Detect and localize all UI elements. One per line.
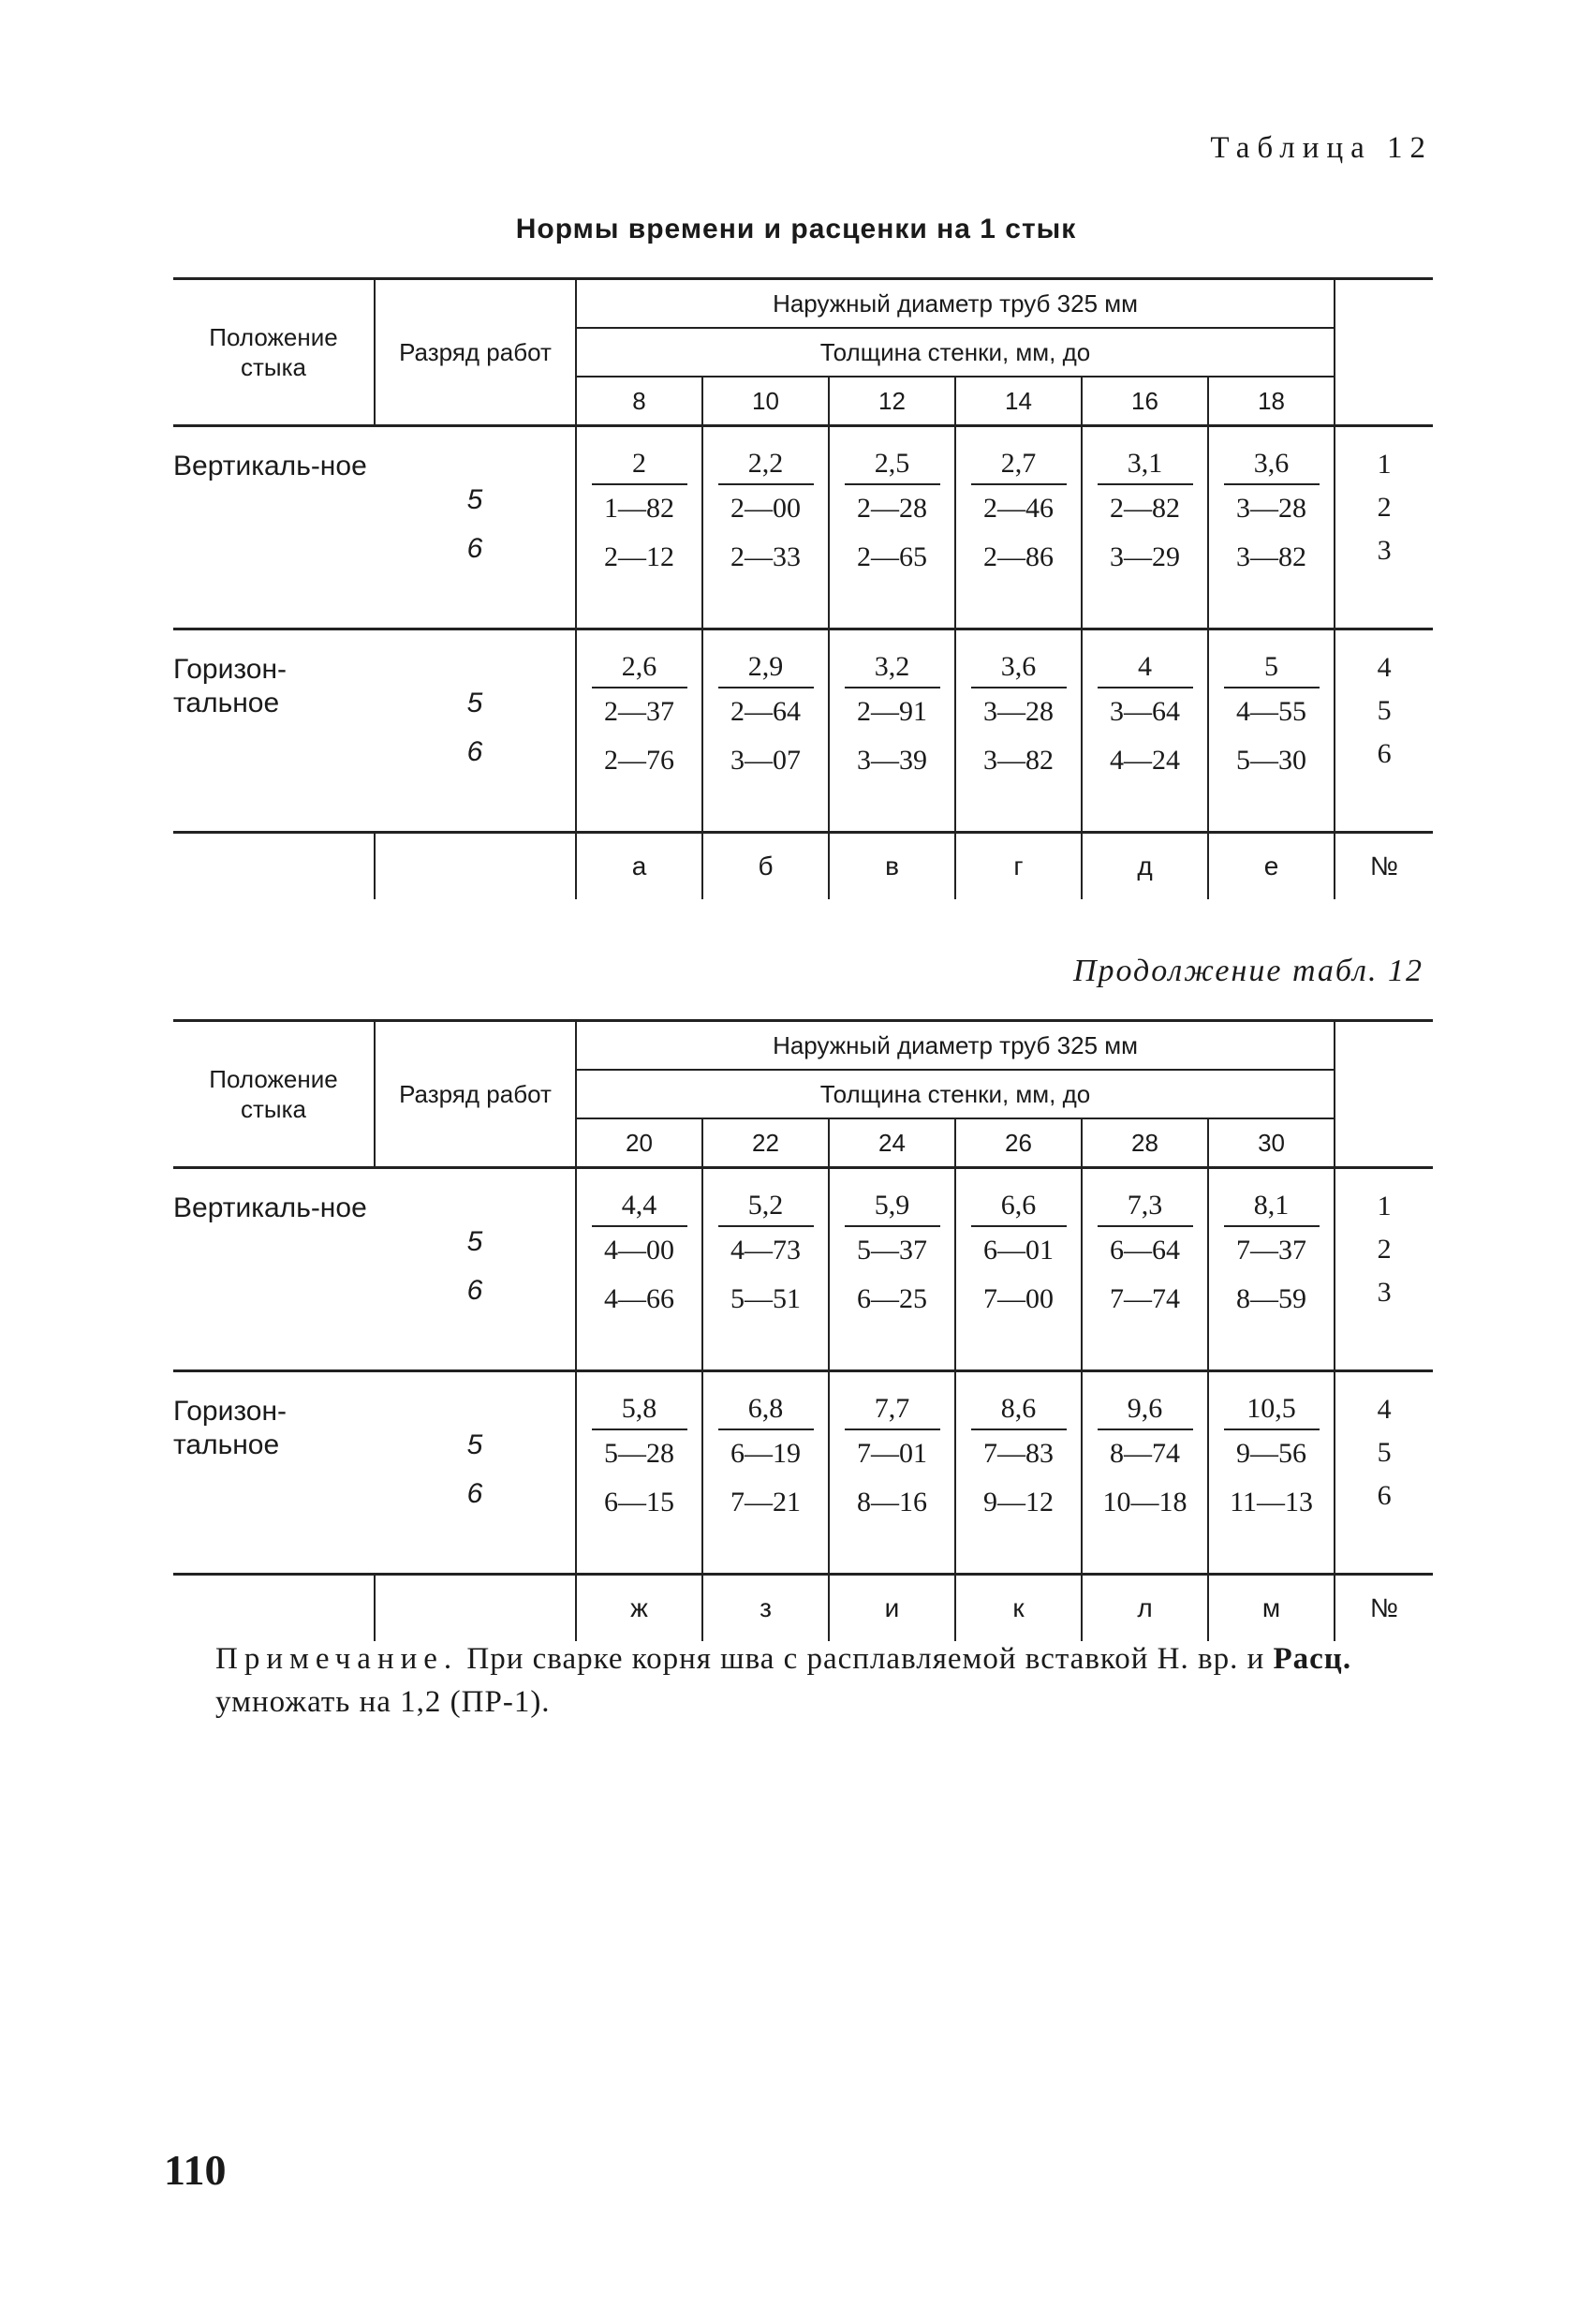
- position-name: Горизон-тальное: [173, 1396, 288, 1460]
- thickness-value: 30: [1258, 1128, 1285, 1157]
- thickness-value: 26: [1005, 1128, 1032, 1157]
- header-row-1: [173, 279, 1433, 329]
- time-norm: 4: [1098, 651, 1193, 688]
- rate-rank-5: 9—56: [1236, 1438, 1307, 1469]
- row-number: 5: [1377, 695, 1392, 726]
- table-grid: [173, 1019, 1433, 1641]
- position-header: Положение стыка: [209, 1065, 338, 1123]
- footnote: [215, 1637, 1433, 1724]
- time-norm: 6,8: [718, 1393, 814, 1430]
- diameter-header: Наружный диаметр труб 325 мм: [773, 289, 1138, 318]
- thickness-value: 16: [1131, 386, 1158, 415]
- time-norm: 5,8: [592, 1393, 687, 1430]
- thickness-value: 14: [1005, 386, 1032, 415]
- position-name: Вертикаль-ное: [173, 1192, 367, 1223]
- rate-rank-5: 6—19: [730, 1438, 801, 1469]
- rate-rank-6: 2—12: [604, 541, 674, 572]
- thickness-value: 12: [878, 386, 906, 415]
- time-norm: 5,2: [718, 1190, 814, 1227]
- thickness-value: 22: [752, 1128, 779, 1157]
- rank-spacer: [375, 427, 575, 483]
- number-sign: №: [1370, 851, 1399, 881]
- rate-rank-5: 2—82: [1110, 493, 1180, 524]
- rate-rank-5: 7—37: [1236, 1235, 1307, 1266]
- thickness-value: 18: [1258, 386, 1285, 415]
- rate-rank-5: 2—00: [730, 493, 801, 524]
- norms-table-2: [173, 1019, 1433, 1641]
- rank-spacer: [375, 1372, 575, 1428]
- thickness-header: Толщина стенки, мм, до: [819, 1079, 1091, 1108]
- rate-rank-6: 3—29: [1110, 541, 1180, 572]
- time-norm: 2,6: [592, 651, 687, 688]
- column-letter: г: [1013, 851, 1024, 881]
- rate-rank-5: 3—28: [983, 696, 1054, 727]
- thickness-value: 28: [1131, 1128, 1158, 1157]
- time-norm: 2,5: [845, 448, 940, 485]
- position-name: Горизон-тальное: [173, 654, 288, 718]
- row-number: 1: [1377, 1191, 1392, 1221]
- thickness-value: 10: [752, 386, 779, 415]
- rate-rank-5: 4—55: [1236, 696, 1307, 727]
- time-norm: 3,6: [1224, 448, 1320, 485]
- rate-rank-5: 2—28: [857, 493, 927, 524]
- rate-rank-6: 3—07: [730, 745, 801, 776]
- rate-rank-6: 3—82: [983, 745, 1054, 776]
- thickness-value: 20: [626, 1128, 653, 1157]
- rate-rank-6: 7—74: [1110, 1283, 1180, 1314]
- time-norm: 7,7: [845, 1393, 940, 1430]
- time-norm: 8,1: [1224, 1190, 1320, 1227]
- column-letter: к: [1012, 1593, 1025, 1622]
- continuation-label: Продолжение табл. 12: [1072, 954, 1423, 988]
- position-name: Вертикаль-ное: [173, 451, 367, 481]
- rank-value: 6: [466, 533, 483, 564]
- rate-rank-5: 6—64: [1110, 1235, 1180, 1266]
- rank-value: 5: [466, 1226, 483, 1257]
- rate-rank-6: 5—51: [730, 1283, 801, 1314]
- header-row-1: [173, 1021, 1433, 1071]
- rate-rank-5: 2—64: [730, 696, 801, 727]
- rank-value: 5: [466, 1429, 483, 1460]
- letters-row: [173, 833, 1433, 900]
- rate-rank-5: 1—82: [604, 493, 674, 524]
- row-number: 3: [1377, 1277, 1392, 1308]
- table-row: [173, 629, 1433, 833]
- thickness-value: 24: [878, 1128, 906, 1157]
- table-row: [173, 426, 1433, 629]
- column-letter: з: [760, 1593, 772, 1622]
- rate-rank-5: 7—01: [857, 1438, 927, 1469]
- rate-rank-5: 2—91: [857, 696, 927, 727]
- time-norm: 5,9: [845, 1190, 940, 1227]
- column-letter: и: [884, 1593, 900, 1622]
- rate-rank-5: 4—73: [730, 1235, 801, 1266]
- rate-rank-6: 8—16: [857, 1487, 927, 1517]
- column-letter: в: [885, 851, 899, 881]
- rate-rank-5: 6—01: [983, 1235, 1054, 1266]
- time-norm: 7,3: [1098, 1190, 1193, 1227]
- time-norm: 3,2: [845, 651, 940, 688]
- column-letter: м: [1261, 1593, 1281, 1622]
- rate-rank-6: 5—30: [1236, 745, 1307, 776]
- rate-rank-5: 2—37: [604, 696, 674, 727]
- rate-rank-5: 5—28: [604, 1438, 674, 1469]
- note-bold: Расц.: [1273, 1642, 1352, 1676]
- time-norm: 9,6: [1098, 1393, 1193, 1430]
- rate-rank-6: 10—18: [1102, 1487, 1187, 1517]
- thickness-header: Толщина стенки, мм, до: [819, 337, 1091, 366]
- rate-rank-6: 8—59: [1236, 1283, 1307, 1314]
- rate-rank-5: 7—83: [983, 1438, 1054, 1469]
- table-grid: [173, 277, 1433, 899]
- rate-rank-6: 3—39: [857, 745, 927, 776]
- rate-rank-6: 2—86: [983, 541, 1054, 572]
- note-text-a: При сварке корня шва с расплавляемой вставкой Н. вр. и: [458, 1642, 1274, 1676]
- table-row: [173, 1371, 1433, 1575]
- rate-rank-5: 5—37: [857, 1235, 927, 1266]
- time-norm: 3,6: [971, 651, 1067, 688]
- time-norm: 2: [592, 448, 687, 485]
- time-norm: 2,9: [718, 651, 814, 688]
- row-number: 2: [1377, 492, 1392, 523]
- time-norm: 4,4: [592, 1190, 687, 1227]
- rate-rank-5: 2—46: [983, 493, 1054, 524]
- rank-spacer: [375, 630, 575, 687]
- column-letter: б: [758, 851, 774, 881]
- rate-rank-5: 8—74: [1110, 1438, 1180, 1469]
- row-number: 5: [1377, 1437, 1392, 1468]
- note-text-b: умножать на 1,2 (ПР-1).: [215, 1685, 551, 1719]
- column-letter: а: [631, 851, 647, 881]
- time-norm: 3,1: [1098, 448, 1193, 485]
- note-lead: Примечание.: [215, 1642, 459, 1676]
- table-label: Таблица 12: [1210, 131, 1433, 165]
- rate-rank-5: 4—00: [604, 1235, 674, 1266]
- rank-header: Разряд работ: [399, 338, 552, 366]
- position-header: Положение стыка: [209, 323, 338, 381]
- number-sign: №: [1370, 1593, 1399, 1622]
- rank-value: 5: [466, 484, 483, 515]
- row-number: 2: [1377, 1234, 1392, 1265]
- time-norm: 2,7: [971, 448, 1067, 485]
- rate-rank-6: 9—12: [983, 1487, 1054, 1517]
- rate-rank-5: 3—28: [1236, 493, 1307, 524]
- time-norm: 2,2: [718, 448, 814, 485]
- rate-rank-6: 2—65: [857, 541, 927, 572]
- rate-rank-6: 2—76: [604, 745, 674, 776]
- row-number: 4: [1377, 1394, 1392, 1425]
- rate-rank-6: 4—24: [1110, 745, 1180, 776]
- row-number: 3: [1377, 535, 1392, 566]
- rate-rank-6: 7—00: [983, 1283, 1054, 1314]
- rank-value: 5: [466, 688, 483, 718]
- rank-spacer: [375, 1169, 575, 1225]
- diameter-header: Наружный диаметр труб 325 мм: [773, 1030, 1138, 1059]
- page-title: Нормы времени и расценки на 1 стык: [515, 214, 1077, 244]
- thickness-value: 8: [632, 386, 646, 415]
- page-number: 110: [164, 2146, 227, 2194]
- row-number: 1: [1377, 449, 1392, 480]
- rate-rank-6: 6—25: [857, 1283, 927, 1314]
- norms-table-1: [173, 277, 1433, 899]
- rank-value: 6: [466, 1478, 483, 1509]
- time-norm: 6,6: [971, 1190, 1067, 1227]
- rate-rank-6: 2—33: [730, 541, 801, 572]
- row-number: 6: [1377, 1480, 1392, 1511]
- row-number: 4: [1377, 652, 1392, 683]
- rate-rank-6: 11—13: [1230, 1487, 1313, 1517]
- rank-value: 6: [466, 736, 483, 767]
- letters-row: [173, 1575, 1433, 1642]
- rank-header: Разряд работ: [399, 1080, 552, 1108]
- time-norm: 5: [1224, 651, 1320, 688]
- column-letter: е: [1263, 851, 1279, 881]
- rate-rank-6: 4—66: [604, 1283, 674, 1314]
- column-letter: д: [1137, 851, 1153, 881]
- time-norm: 8,6: [971, 1393, 1067, 1430]
- column-letter: ж: [630, 1593, 648, 1622]
- rate-rank-6: 3—82: [1236, 541, 1307, 572]
- rate-rank-5: 3—64: [1110, 696, 1180, 727]
- table-row: [173, 1168, 1433, 1371]
- row-number: 6: [1377, 738, 1392, 769]
- rate-rank-6: 6—15: [604, 1487, 674, 1517]
- column-letter: л: [1137, 1593, 1153, 1622]
- time-norm: 10,5: [1224, 1393, 1320, 1430]
- rank-value: 6: [466, 1275, 483, 1306]
- rate-rank-6: 7—21: [730, 1487, 801, 1517]
